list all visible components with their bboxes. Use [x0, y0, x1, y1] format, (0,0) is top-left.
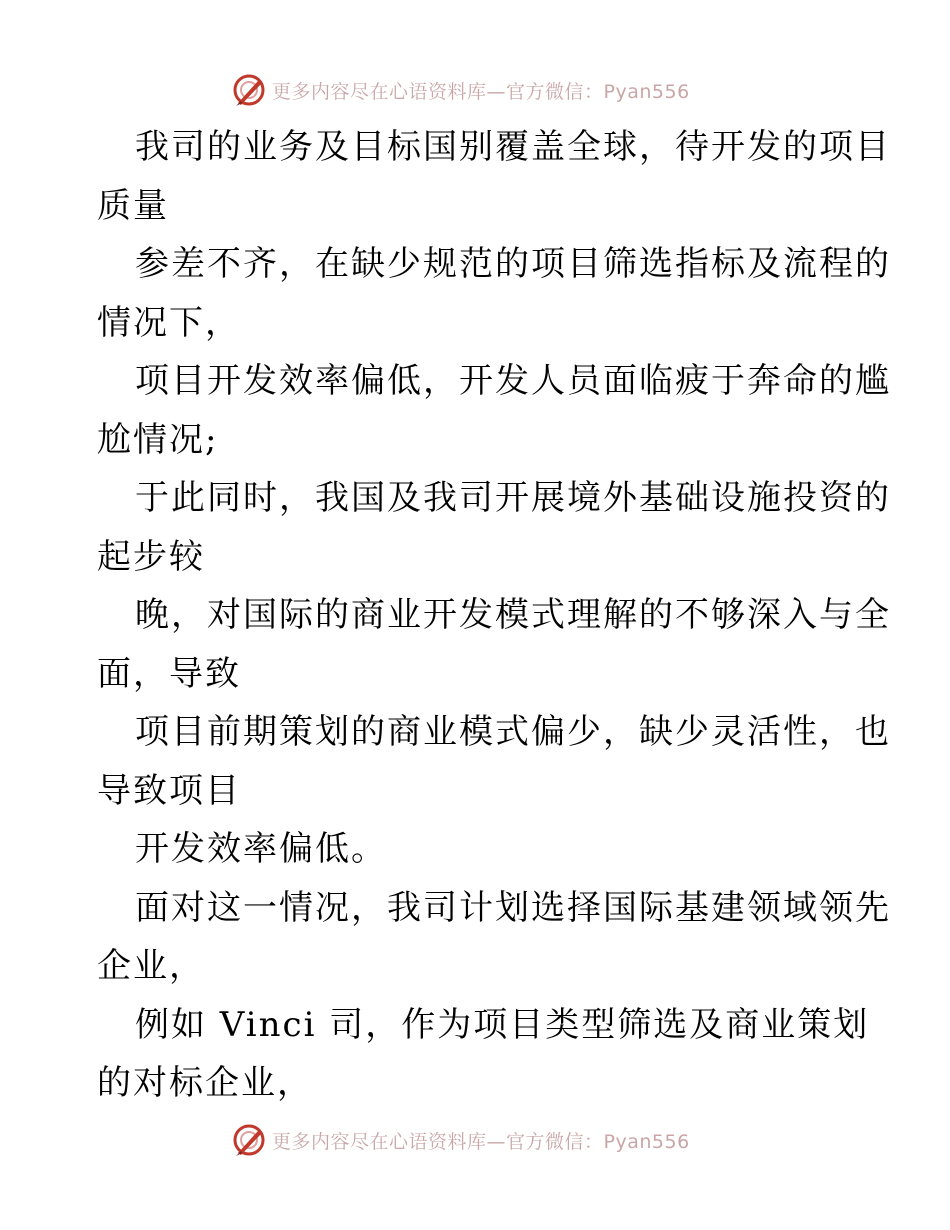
pen-logo-icon [232, 1123, 266, 1157]
text-line: 面对这一情况，我司计划选择国际基建领域领先 [135, 887, 891, 928]
text-line: 晚，对国际的商业开发模式理解的不够深入与全 [135, 595, 891, 635]
watermark-text: 更多内容尽在心语资料库—官方微信：Pyan556 [272, 1130, 690, 1153]
text-line: 起步较 [97, 536, 205, 577]
text-line: 项目前期策划的商业模式偏少，缺少灵活性，也 [135, 712, 891, 752]
text-line: 我司的业务及目标国别覆盖全球，待开发的项目 [135, 127, 891, 167]
pen-logo-icon [232, 73, 266, 107]
text-line: 的对标企业， [97, 1063, 313, 1103]
watermark-footer [232, 1120, 690, 1160]
text-line: 项目开发效率偏低，开发人员面临疲于奔命的尴 [135, 361, 891, 401]
text-line: 开发效率偏低。 [135, 829, 387, 869]
watermark-header [232, 70, 690, 110]
watermark-text: 更多内容尽在心语资料库—官方微信：Pyan556 [272, 80, 690, 103]
text-line: 导致项目 [97, 770, 241, 811]
text-line: 参差不齐，在缺少规范的项目筛选指标及流程的 [135, 244, 891, 284]
text-line: 情况下， [97, 302, 241, 343]
text-line: 尬情况; [97, 419, 219, 460]
text-line: 于此同时，我国及我司开展境外基础设施投资的 [135, 478, 891, 518]
document-body [97, 118, 891, 1113]
text-line: 企业， [97, 946, 205, 986]
text-line: 例如 Vinci 司，作为项目类型筛选及商业策划 [135, 1004, 870, 1045]
text-line: 面，导致 [97, 653, 241, 694]
text-line: 质量 [97, 185, 169, 226]
